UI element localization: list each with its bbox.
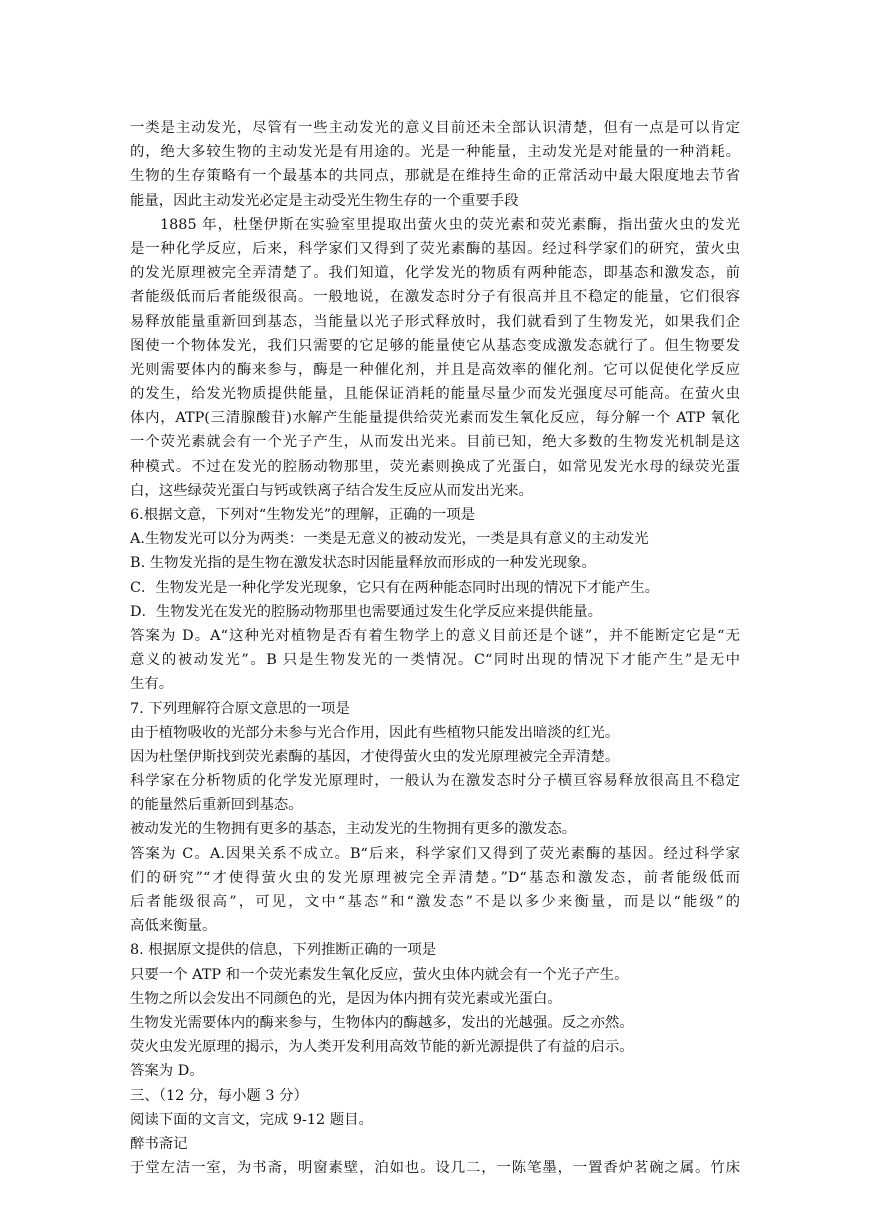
text-line: 只要一个 ATP 和一个荧光素发生氧化反应，萤火虫体内就会有一个光子产生。 [130, 966, 629, 983]
text-line: 体内，ATP(三清腺酸苷)水解产生能量提供给荧光素而发生氧化反应，每分解一个 ATP 氧化 [130, 410, 740, 427]
text-line: 8. 根据原文提供的信息，下列推断正确的一项是 [130, 942, 437, 959]
text-line: 光则需要体内的酶来参与，酶是一种催化剂，并且是高效率的催化剂。它可以促使化学反应 [130, 361, 740, 378]
text-line: 答案为 D。A“这种光对植物是否有着生物学上的意义目前还是个谜”，并不能断定它是“无 [130, 627, 740, 644]
text-line: 们的研究”“才使得萤火虫的发光原理被完全弄清楚。”D“基态和激发态，前者能级低而 [130, 869, 740, 886]
text-line: 醉书斋记 [130, 1135, 188, 1152]
text-line: 1885 年，杜堡伊斯在实验室里提取出萤火虫的荧光素和荧光素酶，指出萤火虫的发光 [160, 216, 740, 233]
text-line: 种模式。不过在发光的腔肠动物那里，荧光素则换成了光蛋白，如常见发光水母的绿荧光蛋 [130, 458, 740, 475]
text-line: 图使一个物体发光，我们只需要的它足够的能量使它从基态变成激发态就行了。但生物要发 [130, 337, 740, 354]
text-line: 意义的被动发光”。B 只是生物发光的一类情况。C“同时出现的情况下才能产生”是无中 [130, 652, 740, 669]
text-line: 能量，因此主动发光必定是主动受光生物生存的一个重要手段 [130, 192, 519, 209]
text-line: 易释放能量重新回到基态，当能量以光子形式释放时，我们就看到了生物发光，如果我们企 [130, 313, 740, 330]
text-line: 高低来衡量。 [130, 918, 217, 935]
text-line: 的发生，给发光物质提供能量，且能保证消耗的能量尽量少而发光强度尽可能高。在萤火虫 [130, 386, 740, 403]
text-line: 一个荧光素就会有一个光子产生，从而发出光来。目前已知，绝大多数的生物发光机制是这 [130, 434, 740, 451]
document-page [130, 116, 740, 1180]
text-line: 答案为 D。 [130, 1063, 204, 1080]
text-line: 一类是主动发光，尽管有一些主动发光的意义目前还未全部认识清楚，但有一点是可以肯定 [130, 120, 740, 136]
text-line: 生物之所以会发出不同颜色的光，是因为体内拥有荧光素或光蛋白。 [130, 990, 562, 1007]
text-line: 答案为 C。A.因果关系不成立。B“后来，科学家们又得到了荧光素酶的基因。经过科学家 [130, 845, 740, 862]
text-line: 被动发光的生物拥有更多的基态，主动发光的生物拥有更多的激发态。 [130, 821, 577, 838]
text-line: 的，绝大多较生物的主动发光是有用途的。光是一种能量，主动发光是对能量的一种消耗。 [130, 144, 740, 161]
text-line: 6.根据文意，下列对“生物发光”的理解，正确的一项是 [130, 507, 476, 523]
text-line: 生有。 [130, 676, 174, 693]
text-line: B. 生物发光指的是生物在激发状态时因能量释放而形成的一种发光现象。 [130, 555, 596, 572]
text-line: 生物发光需要体内的酶来参与，生物体内的酶越多，发出的光越强。反之亦然。 [130, 1014, 634, 1031]
text-line: C．生物发光是一种化学发光现象，它只有在两种能态同时出现的情况下才能产生。 [130, 579, 660, 596]
text-line: A.生物发光可以分为两类：一类是无意义的被动发光，一类是具有意义的主动发光 [130, 531, 649, 548]
text-line: 于堂左洁一室，为书斋，明窗素壁，泊如也。设几二，一陈笔墨，一置香炉茗碗之属。竹床 [130, 1160, 740, 1177]
text-line: 后者能级很高”，可见，文中“基态”和“激发态”不是以多少来衡量，而是以“能级”的 [130, 894, 740, 910]
text-line: 阅读下面的文言文，完成 9-12 题目。 [130, 1111, 373, 1128]
text-line: 7. 下列理解符合原文意思的一项是 [130, 700, 350, 717]
text-line: 由于植物吸收的光部分未参与光合作用，因此有些植物只能发出暗淡的红光。 [130, 724, 620, 741]
text-line: 的能量然后重新回到基态。 [130, 797, 303, 814]
text-line: 科学家在分析物质的化学发光原理时，一般认为在激发态时分子横亘容易释放很高且不稳定 [130, 773, 740, 790]
text-line: 荧火虫发光原理的揭示，为人类开发利用高效节能的新光源提供了有益的启示。 [130, 1039, 634, 1056]
text-line: 生物的生存策略有一个最基本的共同点，那就是在维持生命的正常活动中最大限度地去节省 [130, 168, 740, 185]
text-line: 是一种化学反应，后来，科学家们又得到了荧光素酶的基因。经过科学家们的研究，萤火虫 [130, 240, 740, 257]
text-line: 三、（12 分，每小题 3 分） [130, 1087, 308, 1104]
text-line: D．生物发光在发光的腔肠动物那里也需要通过发生化学反应来提供能量。 [130, 603, 603, 620]
text-line: 因为杜堡伊斯找到荧光素酶的基因，才使得萤火虫的发光原理被完全弄清楚。 [130, 748, 620, 765]
text-line: 者能级低而后者能级很高。一般地说，在激发态时分子有很高并且不稳定的能量，它们很容 [130, 289, 740, 306]
text-line: 的发光原理被完全弄清楚了。我们知道，化学发光的物质有两种能态，即基态和激发态，前 [130, 265, 740, 282]
text-line: 白，这些绿荧光蛋白与钙或铁离子结合发生反应从而发出光来。 [130, 482, 533, 499]
